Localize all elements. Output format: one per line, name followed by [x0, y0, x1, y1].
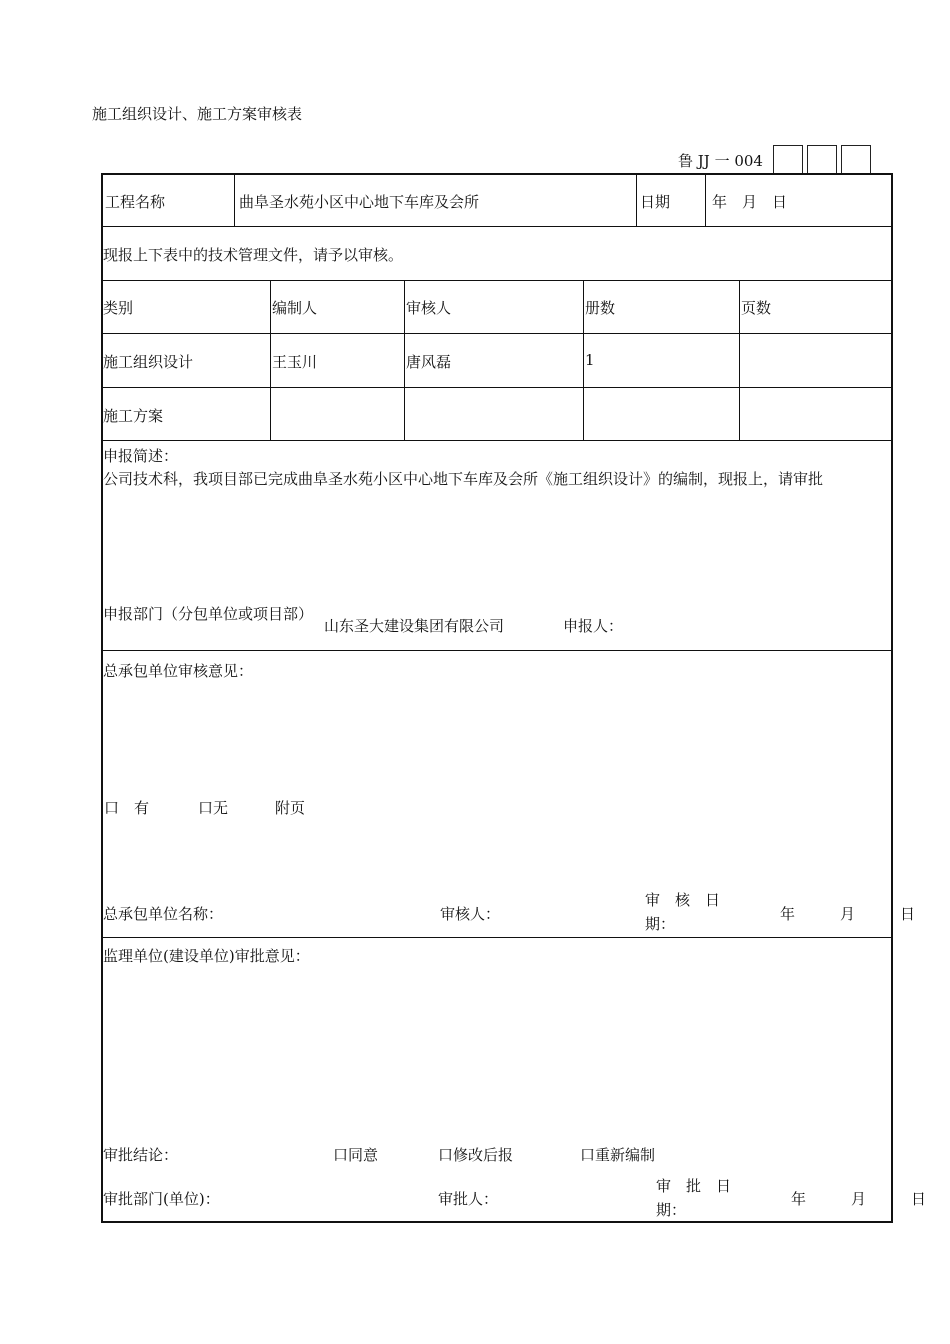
report-dept-value[interactable]: 山东圣大建设集团有限公司: [324, 617, 505, 635]
col-header-pages: 页数: [741, 299, 772, 317]
date-label: 日期: [640, 193, 671, 211]
date-value[interactable]: 年 月 日: [712, 193, 788, 211]
col-divider: [270, 280, 271, 440]
code-box-1[interactable]: [773, 145, 803, 174]
col-header-author: 编制人: [272, 299, 318, 317]
row-divider: [101, 440, 893, 441]
table-cell: 施工组织设计: [103, 353, 194, 371]
contractor-name-label: 总承包单位名称：: [103, 905, 224, 923]
col-header-volumes: 册数: [585, 299, 616, 317]
supervisor-title: 监理单位(建设单位)审批意见：: [103, 947, 310, 965]
section-divider: [101, 650, 893, 651]
code-box-3[interactable]: [841, 145, 871, 174]
intro-text: 现报上下表中的技术管理文件，请予以审核。: [103, 246, 404, 264]
project-name-value[interactable]: 曲阜圣水苑小区中心地下车库及会所: [239, 193, 480, 211]
approval-date-label: 审 批 日期：: [656, 1177, 732, 1219]
row-divider: [101, 387, 893, 388]
contractor-date-label: 审 核 日期：: [645, 891, 721, 933]
table-cell[interactable]: 1: [585, 351, 595, 369]
document-title: 施工组织设计、施工方案审核表: [92, 105, 303, 123]
approval-dept-label: 审批部门(单位)：: [103, 1190, 220, 1208]
code-box-2[interactable]: [807, 145, 837, 174]
approval-date-value[interactable]: 年 月 日: [791, 1190, 927, 1208]
row-divider: [101, 226, 893, 227]
row-divider: [101, 280, 893, 281]
agree-checkbox[interactable]: 口同意: [333, 1146, 379, 1164]
approver-label: 审批人：: [438, 1190, 499, 1208]
col-divider: [234, 173, 235, 226]
report-dept-label: 申报部门（分包单位或项目部）: [103, 605, 314, 623]
report-title: 申报简述：: [103, 447, 179, 465]
attach-no-checkbox[interactable]: 口无: [198, 799, 229, 817]
table-cell[interactable]: 王玉川: [272, 353, 318, 371]
contractor-date-value[interactable]: 年 月 日: [780, 905, 916, 923]
col-header-reviewer: 审核人: [406, 299, 452, 317]
form-table: [101, 173, 893, 1223]
attach-yes-checkbox[interactable]: 口 有: [104, 799, 150, 817]
form-code: 鲁 JJ 一 004: [678, 152, 763, 170]
contractor-reviewer-label: 审核人：: [440, 905, 501, 923]
col-divider: [583, 280, 584, 440]
modify-checkbox[interactable]: 口修改后报: [438, 1146, 514, 1164]
attach-pages-label: 附页: [275, 799, 306, 817]
col-divider: [705, 173, 706, 226]
row-divider: [101, 333, 893, 334]
col-divider: [636, 173, 637, 226]
conclusion-label: 审批结论：: [103, 1146, 179, 1164]
reporter-label: 申报人：: [563, 617, 624, 635]
col-divider: [404, 280, 405, 440]
section-divider: [101, 937, 893, 938]
col-divider: [739, 280, 740, 440]
table-cell[interactable]: 唐风磊: [406, 353, 452, 371]
table-cell: 施工方案: [103, 407, 164, 425]
redo-checkbox[interactable]: 口重新编制: [580, 1146, 656, 1164]
col-header-category: 类别: [103, 299, 134, 317]
report-body[interactable]: 公司技术科，我项目部已完成曲阜圣水苑小区中心地下车库及会所《施工组织设计》的编制，现报上，请审批: [103, 470, 824, 488]
project-name-label: 工程名称: [105, 193, 166, 211]
contractor-title: 总承包单位审核意见：: [103, 662, 254, 680]
